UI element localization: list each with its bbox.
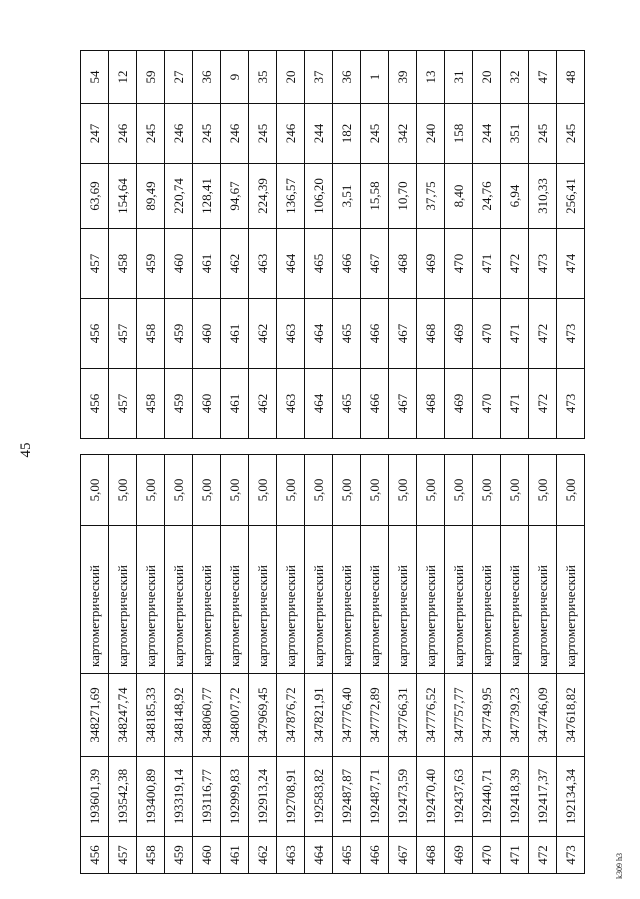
table-cell: 470	[473, 369, 501, 439]
table-cell: 466	[361, 299, 389, 369]
table-cell: 472	[529, 837, 557, 874]
table-cell: 20	[277, 51, 305, 104]
table-row	[361, 455, 389, 874]
table-cell: 37	[305, 51, 333, 104]
table-cell: 220,74	[165, 164, 193, 229]
table-row	[305, 455, 333, 874]
table-row	[445, 51, 473, 439]
table-row	[249, 51, 277, 439]
table-cell: 246	[277, 104, 305, 164]
table-cell: 36	[193, 51, 221, 104]
table-cell: 459	[165, 837, 193, 874]
table-cell: 347749,95	[473, 674, 501, 757]
table-cell: 5,00	[389, 455, 417, 526]
segments-table	[80, 50, 585, 439]
table-cell: 347746,09	[529, 674, 557, 757]
table-cell: 192470,40	[417, 757, 445, 837]
table-cell: 192913,24	[249, 757, 277, 837]
table-cell: 461	[221, 369, 249, 439]
table-cell: 459	[165, 299, 193, 369]
table-cell: 247	[81, 104, 109, 164]
coordinates-table	[80, 454, 585, 874]
table-cell: 246	[165, 104, 193, 164]
table-cell: 347821,91	[305, 674, 333, 757]
table-cell: 347772,89	[361, 674, 389, 757]
table-row	[305, 51, 333, 439]
table-cell: 463	[249, 229, 277, 299]
table-cell: 192418,39	[501, 757, 529, 837]
table-cell: 192487,87	[333, 757, 361, 837]
table-cell: 465	[305, 229, 333, 299]
table-cell: картометрический	[109, 526, 137, 674]
table-cell: 459	[137, 229, 165, 299]
table-cell: картометрический	[389, 526, 417, 674]
table-cell: 192999,83	[221, 757, 249, 837]
table-cell: 456	[81, 299, 109, 369]
table-cell: 54	[81, 51, 109, 104]
table-cell: 24,76	[473, 164, 501, 229]
table-row	[501, 455, 529, 874]
table-cell: 468	[417, 299, 445, 369]
table-cell: картометрический	[81, 526, 109, 674]
table-cell: 462	[249, 299, 277, 369]
table-cell: 347969,45	[249, 674, 277, 757]
table-row	[529, 455, 557, 874]
table-cell: 245	[137, 104, 165, 164]
table-cell: 464	[305, 369, 333, 439]
table-cell: 47	[529, 51, 557, 104]
table-cell: 460	[193, 369, 221, 439]
table-cell: 348060,77	[193, 674, 221, 757]
table-row	[361, 51, 389, 439]
table-cell: 192437,63	[445, 757, 473, 837]
table-cell: 245	[529, 104, 557, 164]
table-cell: 5,00	[165, 455, 193, 526]
table-cell: картометрический	[529, 526, 557, 674]
table-cell: 240	[417, 104, 445, 164]
table-cell: 5,00	[221, 455, 249, 526]
table-row	[333, 51, 361, 439]
table-cell: 192440,71	[473, 757, 501, 837]
table-cell: 5,00	[361, 455, 389, 526]
table-row	[277, 51, 305, 439]
table-cell: 136,57	[277, 164, 305, 229]
table-cell: 468	[417, 837, 445, 874]
table-row	[249, 455, 277, 874]
table-cell: 5,00	[529, 455, 557, 526]
table-cell: 128,41	[193, 164, 221, 229]
table-row	[417, 51, 445, 439]
table-cell: 456	[81, 369, 109, 439]
table-row	[109, 455, 137, 874]
table-cell: 462	[249, 369, 277, 439]
table-cell: картометрический	[305, 526, 333, 674]
table-cell: 470	[473, 837, 501, 874]
table-cell: 472	[529, 299, 557, 369]
table-cell: 59	[137, 51, 165, 104]
table-cell: 472	[501, 229, 529, 299]
table-cell: 472	[529, 369, 557, 439]
table-cell: 458	[137, 369, 165, 439]
table-row	[557, 51, 585, 439]
table-cell: 457	[109, 299, 137, 369]
table-cell: 39	[389, 51, 417, 104]
table-row	[137, 51, 165, 439]
table-cell: 154,64	[109, 164, 137, 229]
table-cell: 462	[249, 837, 277, 874]
table-cell: 192583,82	[305, 757, 333, 837]
table-cell: 462	[221, 229, 249, 299]
table-cell: 457	[109, 837, 137, 874]
table-cell: 466	[361, 837, 389, 874]
table-cell: картометрический	[165, 526, 193, 674]
table-cell: 467	[361, 229, 389, 299]
table-cell: 193116,77	[193, 757, 221, 837]
table-row	[473, 455, 501, 874]
table-cell: 246	[221, 104, 249, 164]
table-cell: 193400,89	[137, 757, 165, 837]
table-cell: 467	[389, 837, 417, 874]
table-cell: 8,40	[445, 164, 473, 229]
table-cell: картометрический	[333, 526, 361, 674]
table-cell: 469	[445, 837, 473, 874]
table-cell: 224,39	[249, 164, 277, 229]
table-cell: 458	[137, 837, 165, 874]
table-cell: 5,00	[193, 455, 221, 526]
table-cell: 193319,14	[165, 757, 193, 837]
table-cell: 347776,52	[417, 674, 445, 757]
table-cell: картометрический	[361, 526, 389, 674]
table-cell: картометрический	[557, 526, 585, 674]
table-row	[165, 455, 193, 874]
page-number: 45	[18, 442, 34, 458]
table-row	[417, 455, 445, 874]
table-cell: 193601,39	[81, 757, 109, 837]
table-cell: картометрический	[473, 526, 501, 674]
table-row	[529, 51, 557, 439]
table-cell: 460	[193, 299, 221, 369]
table-cell: 1	[361, 51, 389, 104]
table-cell: 37,75	[417, 164, 445, 229]
table-row	[445, 455, 473, 874]
table-cell: 465	[333, 299, 361, 369]
table-cell: 461	[221, 299, 249, 369]
table-cell: картометрический	[417, 526, 445, 674]
table-cell: 473	[529, 229, 557, 299]
table-cell: 310,33	[529, 164, 557, 229]
table-cell: 473	[557, 837, 585, 874]
table-cell: 245	[361, 104, 389, 164]
table-row	[389, 51, 417, 439]
table-cell: 465	[333, 837, 361, 874]
table-cell: 5,00	[501, 455, 529, 526]
table-cell: 192417,37	[529, 757, 557, 837]
table-cell: 471	[501, 369, 529, 439]
table-cell: 473	[557, 299, 585, 369]
table-cell: 347776,40	[333, 674, 361, 757]
table-cell: 9	[221, 51, 249, 104]
table-cell: 469	[417, 229, 445, 299]
table-cell: 466	[333, 229, 361, 299]
table-cell: 10,70	[389, 164, 417, 229]
table-row	[333, 455, 361, 874]
table-cell: 467	[389, 299, 417, 369]
table-cell: картометрический	[193, 526, 221, 674]
table-cell: 244	[473, 104, 501, 164]
table-cell: 13	[417, 51, 445, 104]
table-cell: 458	[109, 229, 137, 299]
table-row	[165, 51, 193, 439]
table-row	[473, 51, 501, 439]
table-cell: 469	[445, 369, 473, 439]
table-cell: 192708,91	[277, 757, 305, 837]
table-cell: 5,00	[445, 455, 473, 526]
table-row	[137, 455, 165, 874]
table-cell: 347766,31	[389, 674, 417, 757]
table-cell: картометрический	[277, 526, 305, 674]
table-cell: 94,67	[221, 164, 249, 229]
table-cell: 5,00	[473, 455, 501, 526]
table-cell: 245	[193, 104, 221, 164]
table-cell: 351	[501, 104, 529, 164]
table-row	[81, 51, 109, 439]
table-row	[221, 455, 249, 874]
table-cell: 463	[277, 369, 305, 439]
table-cell: картометрический	[249, 526, 277, 674]
table-cell: 182	[333, 104, 361, 164]
table-cell: 464	[277, 229, 305, 299]
table-cell: 470	[445, 229, 473, 299]
table-cell: 15,58	[361, 164, 389, 229]
table-cell: 245	[557, 104, 585, 164]
table-row	[193, 51, 221, 439]
footer-code: k309 h3	[615, 853, 624, 879]
table-cell: 192473,59	[389, 757, 417, 837]
table-cell: 464	[305, 837, 333, 874]
table-cell: 458	[137, 299, 165, 369]
table-cell: 463	[277, 837, 305, 874]
table-cell: 456	[81, 837, 109, 874]
table-cell: 48	[557, 51, 585, 104]
table-cell: 5,00	[277, 455, 305, 526]
table-cell: 35	[249, 51, 277, 104]
table-cell: 347876,72	[277, 674, 305, 757]
table-cell: 468	[417, 369, 445, 439]
table-cell: 348148,92	[165, 674, 193, 757]
table-cell: 347618,82	[557, 674, 585, 757]
table-cell: 32	[501, 51, 529, 104]
table-cell: 459	[165, 369, 193, 439]
table-cell: 5,00	[333, 455, 361, 526]
table-cell: 348185,33	[137, 674, 165, 757]
table-cell: 193542,38	[109, 757, 137, 837]
table-row	[557, 455, 585, 874]
table-cell: 5,00	[137, 455, 165, 526]
table-cell: 460	[193, 837, 221, 874]
table-cell: 6,94	[501, 164, 529, 229]
table-cell: 5,00	[417, 455, 445, 526]
table-cell: 348271,69	[81, 674, 109, 757]
table-cell: 27	[165, 51, 193, 104]
table-row	[501, 51, 529, 439]
table-cell: 5,00	[109, 455, 137, 526]
table-cell: 342	[389, 104, 417, 164]
table-cell: 460	[165, 229, 193, 299]
table-cell: 3,51	[333, 164, 361, 229]
table-cell: 89,49	[137, 164, 165, 229]
table-cell: 473	[557, 369, 585, 439]
table-cell: 31	[445, 51, 473, 104]
table-cell: 348247,74	[109, 674, 137, 757]
table-cell: 245	[249, 104, 277, 164]
table-cell: 471	[501, 837, 529, 874]
table-cell: 466	[361, 369, 389, 439]
table-cell: 106,20	[305, 164, 333, 229]
table-cell: 465	[333, 369, 361, 439]
table-cell: 457	[109, 369, 137, 439]
table-cell: 20	[473, 51, 501, 104]
table-cell: картометрический	[445, 526, 473, 674]
table-cell: 461	[221, 837, 249, 874]
table-row	[277, 455, 305, 874]
table-cell: картометрический	[221, 526, 249, 674]
table-cell: 470	[473, 299, 501, 369]
table-row	[193, 455, 221, 874]
table-cell: 256,41	[557, 164, 585, 229]
table-cell: 5,00	[81, 455, 109, 526]
table-cell: картометрический	[137, 526, 165, 674]
table-cell: 474	[557, 229, 585, 299]
table-row	[389, 455, 417, 874]
table-row	[221, 51, 249, 439]
table-cell: 468	[389, 229, 417, 299]
table-cell: 192487,71	[361, 757, 389, 837]
table-cell: 244	[305, 104, 333, 164]
table-cell: картометрический	[501, 526, 529, 674]
table-cell: 347757,77	[445, 674, 473, 757]
table-cell: 192134,34	[557, 757, 585, 837]
table-cell: 463	[277, 299, 305, 369]
table-cell: 246	[109, 104, 137, 164]
table-cell: 63,69	[81, 164, 109, 229]
table-row	[109, 51, 137, 439]
table-cell: 471	[473, 229, 501, 299]
table-cell: 5,00	[249, 455, 277, 526]
table-cell: 158	[445, 104, 473, 164]
table-cell: 5,00	[305, 455, 333, 526]
table-cell: 5,00	[557, 455, 585, 526]
table-cell: 469	[445, 299, 473, 369]
table-cell: 348007,72	[221, 674, 249, 757]
table-cell: 36	[333, 51, 361, 104]
table-cell: 461	[193, 229, 221, 299]
table-row	[81, 455, 109, 874]
table-cell: 347739,23	[501, 674, 529, 757]
table-cell: 471	[501, 299, 529, 369]
table-cell: 12	[109, 51, 137, 104]
table-cell: 457	[81, 229, 109, 299]
table-cell: 467	[389, 369, 417, 439]
table-cell: 464	[305, 299, 333, 369]
